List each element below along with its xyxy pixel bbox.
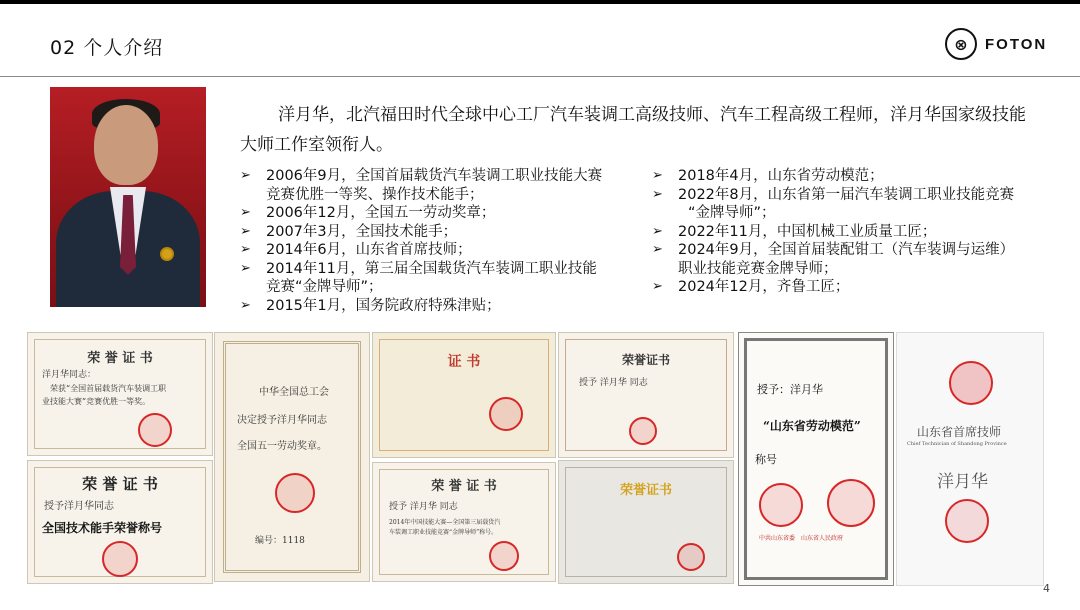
seal-icon <box>138 413 172 447</box>
honor-text: 2014年6月，山东省首席技师； <box>266 242 472 258</box>
honor-text: 2006年12月，全国五一劳动奖章； <box>266 205 496 221</box>
certificate-text: 洋月华同志： <box>42 370 97 380</box>
honor-item <box>240 223 640 242</box>
page-title: 02 个人介绍 <box>50 37 164 59</box>
certificate-text: 2014年中国技能大赛—全国第三届载货汽 <box>389 519 501 526</box>
honor-item <box>240 297 640 316</box>
honor-text: 2006年9月，全国首届载货汽车装调工职业技能大赛 <box>266 168 603 184</box>
seal-icon <box>275 473 315 513</box>
honor-text: 2007年3月，全国技术能手； <box>266 223 458 240</box>
certificate-text: 车装调工职业技能竞赛“金牌导师”称号。 <box>389 529 498 536</box>
certificate-text: 洋月华 <box>937 472 988 492</box>
bullet-icon: ➢ <box>652 242 663 257</box>
bullet-icon: ➢ <box>652 279 663 294</box>
certificate-title: 证 书 <box>447 354 481 370</box>
honor-item <box>652 167 1052 186</box>
header-divider <box>0 76 1080 77</box>
honor-text: 竞赛“金牌导师”； <box>266 279 383 295</box>
certificate-text: 全国五一劳动奖章。 <box>237 441 327 452</box>
bullet-icon: ➢ <box>240 242 251 257</box>
certificate-text: 中共山东省委 山东省人民政府 <box>759 535 844 542</box>
seal-icon <box>945 499 989 543</box>
top-border <box>0 0 1080 4</box>
certificate-text: 授予：洋月华 <box>757 383 823 396</box>
honor-text: 2024年12月，齐鲁工匠； <box>678 279 850 295</box>
bullet-icon: ➢ <box>240 260 251 276</box>
intro-paragraph: 洋月华，北汽福田时代全球中心工厂汽车装调工高级技师、汽车工程高级工程师，洋月华国家级技能大师工作室领衔人。 <box>240 105 1026 155</box>
bullet-icon: ➢ <box>652 168 663 183</box>
honor-item <box>652 223 1052 242</box>
certificate-text: 中华全国总工会 <box>259 387 329 398</box>
honor-item <box>240 204 640 223</box>
medal-icon <box>160 247 174 261</box>
seal-icon <box>102 541 138 577</box>
certificate-text: 称号 <box>755 453 777 466</box>
honors-list-left <box>240 167 640 315</box>
foton-logo <box>945 28 1047 60</box>
certificate-text: 全国技术能手荣誉称号 <box>42 521 163 535</box>
certificate-1 <box>27 332 213 456</box>
bullet-icon: ➢ <box>652 186 663 202</box>
certificate-text: 授予洋月华同志 <box>44 501 114 512</box>
honor-text: 2024年9月，全国首届装配钳工（汽车装调与运维） <box>678 242 1015 258</box>
honor-item <box>652 278 1052 297</box>
certificate-text: 山东省首席技师 <box>917 425 1002 439</box>
certificate-2 <box>27 460 213 584</box>
bullet-icon: ➢ <box>652 223 663 239</box>
emblem-icon <box>949 361 993 405</box>
certificate-8 <box>738 332 894 586</box>
seal-icon <box>489 397 523 431</box>
certificate-title: 荣 誉 证 书 <box>87 351 153 366</box>
certificate-text: Chief Technician of Shandong Province <box>907 441 1007 447</box>
foton-logo-icon: ⊗ <box>945 28 977 60</box>
certificate-number: 编号：1118 <box>255 536 305 546</box>
bullet-icon: ➢ <box>240 168 251 183</box>
portrait-photo <box>50 87 206 307</box>
certificate-5 <box>372 462 556 582</box>
certificate-9 <box>896 332 1044 586</box>
honor-text: 2022年11月，中国机械工业质量工匠； <box>678 223 937 240</box>
seal-icon <box>677 543 705 571</box>
certificate-text: “山东省劳动模范” <box>763 419 861 433</box>
foton-logo-text: FOTON <box>985 35 1048 53</box>
honor-item <box>652 241 1052 278</box>
bullet-icon: ➢ <box>240 223 251 239</box>
certificate-text: 业技能大赛”竞赛优胜一等奖。 <box>42 397 151 406</box>
honor-text: 竞赛优胜一等奖、操作技术能手； <box>266 186 484 203</box>
certificate-text: 荣获“全国首届载货汽车装调工职 <box>50 384 167 393</box>
page-number: 4 <box>1043 582 1050 595</box>
seal-icon <box>489 541 519 571</box>
certificate-title: 荣 誉 证 书 <box>431 479 497 494</box>
honor-text: 2015年1月，国务院政府特殊津贴； <box>266 297 501 314</box>
certificate-title: 荣誉证书 <box>619 483 672 498</box>
certificate-text: 授予 洋月华 同志 <box>579 378 648 388</box>
certificate-text: 授予 洋月华 同志 <box>389 502 458 512</box>
certificate-title: 荣誉证书 <box>621 353 670 367</box>
certificate-6 <box>558 332 734 458</box>
honors-list-right <box>652 167 1052 297</box>
honor-text: 2014年11月，第三届全国载货汽车装调工职业技能 <box>266 260 597 277</box>
certificate-7 <box>558 460 734 584</box>
honor-text: “金牌导师”； <box>688 205 776 221</box>
certificate-text: 决定授予洋月华同志 <box>237 415 327 426</box>
seal-icon <box>759 483 803 527</box>
seal-icon <box>629 417 657 445</box>
seal-icon <box>827 479 875 527</box>
honor-text: 职业技能竞赛金牌导师； <box>678 260 838 277</box>
honor-item <box>240 241 640 260</box>
honor-item <box>652 186 1052 223</box>
honor-text: 2018年4月，山东省劳动模范； <box>678 168 884 184</box>
honor-item <box>240 260 640 297</box>
certificate-title: 荣 誉 证 书 <box>82 475 158 493</box>
certificate-3 <box>214 332 370 582</box>
bullet-icon: ➢ <box>240 205 251 220</box>
bullet-icon: ➢ <box>240 297 251 313</box>
honor-item <box>240 167 640 204</box>
certificate-4 <box>372 332 556 458</box>
honor-text: 2022年8月，山东省第一届汽车装调工职业技能竞赛 <box>678 186 1015 203</box>
